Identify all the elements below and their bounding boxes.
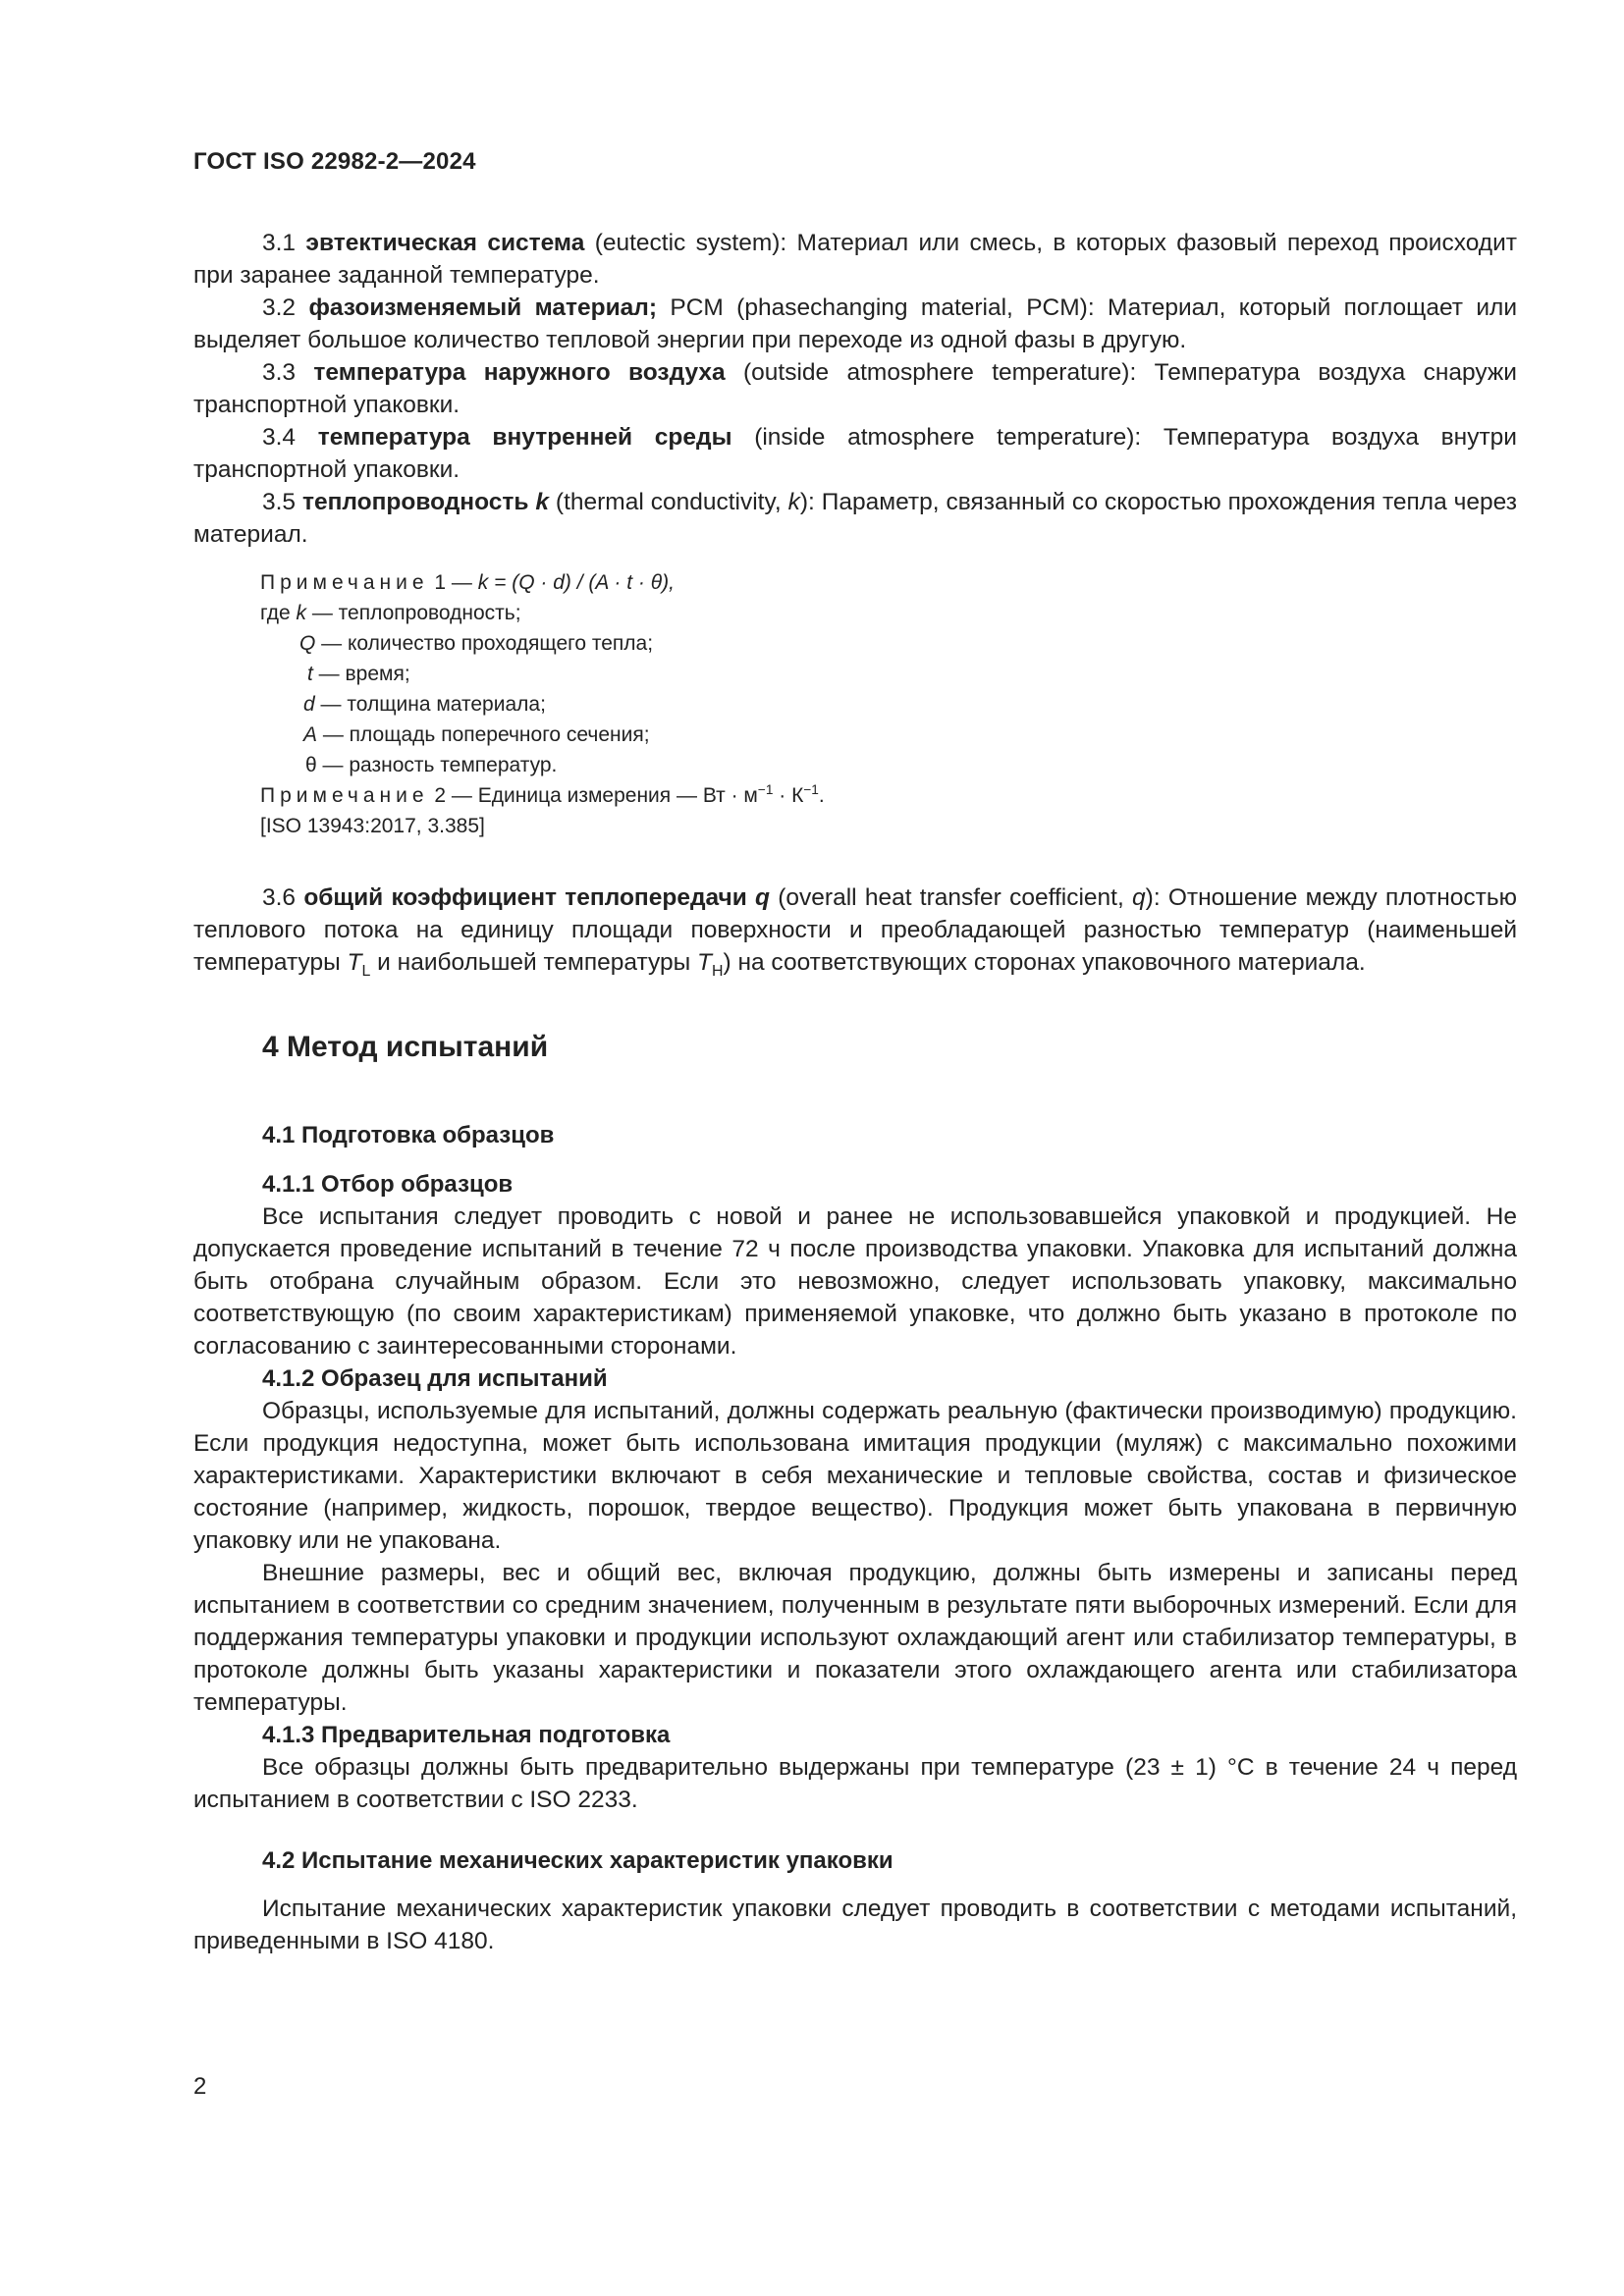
where-label: где xyxy=(260,602,291,624)
var-symbol: Q xyxy=(299,632,316,655)
section-4-2-title: 4.2 Испытание механических характеристик упаковки xyxy=(262,1847,893,1874)
var-desc: — количество проходящего тепла; xyxy=(315,632,654,655)
page-number: 2 xyxy=(193,2073,207,2100)
term-number: 3.3 xyxy=(262,359,297,386)
terms-block xyxy=(193,227,1517,551)
term-definition: ): Параметр, связанный со скоростью прохождения тепла через материал. xyxy=(193,489,1517,548)
var-desc: — площадь поперечного сечения; xyxy=(317,723,650,746)
note-number: 2 xyxy=(434,784,447,807)
note-formula: k = (Q · d) / (A · t · θ), xyxy=(477,571,675,594)
section-4-2-text-block xyxy=(193,1893,1517,1957)
term-symbol: q xyxy=(755,884,771,911)
temp-symbol: T xyxy=(697,949,712,976)
term-definition: (overall heat transfer coefficient, xyxy=(770,884,1133,911)
section-4-1-1-text: Все испытания следует проводить с новой и ранее не использовавшейся упаковкой и продукцией. Не допускается проведение испытаний в течение 72 ч после производства упаковки. Упаковка для испытаний должна быть отобрана случайным образом. Если это невозможно, следует использовать упаковку, максимально соответствующую (по своим характеристикам) применяемой упаковке, что должно быть указано в протоколе по согласованию с заинтересованными сторонами. xyxy=(193,1203,1517,1360)
note-text: — Единица измерения — Вт · м xyxy=(446,784,758,807)
note-text: · К xyxy=(773,784,804,807)
term-definition: (outside atmosphere temperature): Температура воздуха снаружи транспортной упаковки. xyxy=(193,359,1517,418)
var-symbol: t xyxy=(307,663,313,685)
section-4-title: 4 Метод испытаний xyxy=(262,1031,549,1063)
var-desc: — разность температур. xyxy=(316,754,558,776)
var-desc: — теплопроводность; xyxy=(306,602,521,624)
term-name: общий коэффициент теплопередачи xyxy=(303,884,747,911)
note-2 xyxy=(260,780,1517,811)
term-definition: ): Отношение между плотностью теплового потока на единицу площади поверхности и преобладающей разностью температур (наименьшей температуры xyxy=(193,884,1517,976)
term-3-6 xyxy=(193,881,1517,979)
term-number: 3.1 xyxy=(262,230,297,256)
section-4-2-block xyxy=(193,1844,1517,1877)
var-symbol: k xyxy=(296,602,306,624)
var-symbol: θ xyxy=(305,754,317,776)
term-definition: (thermal conductivity, xyxy=(549,489,788,515)
term-name: теплопроводность xyxy=(302,489,529,515)
term-definition: ) на соответствующих сторонах упаковочного материала. xyxy=(723,949,1366,976)
var-desc: — толщина материала; xyxy=(314,693,546,716)
term-name: эвтектическая система xyxy=(305,230,585,256)
source-reference: [ISO 13943:2017, 3.385] xyxy=(260,815,485,837)
note-number: 1 xyxy=(434,571,447,594)
term-number: 3.5 xyxy=(262,489,297,515)
note-text: . xyxy=(818,784,825,807)
exponent: −1 xyxy=(757,782,774,797)
section-4-1-2-text-1: Образцы, используемые для испытаний, должны содержать реальную (фактически производимую) продукцию. Если продукция недоступна, может быть использована имитация продукции (муляж) с максимально похожими характеристиками. Характеристики включают в себя механические и тепловые свойства, состав и физическое состояние (например, жидкость, порошок, твердое вещество). Продукция может быть упакована в первичную упаковку или не упакована. xyxy=(193,1398,1517,1554)
term-number: 3.6 xyxy=(262,884,297,911)
note-1 xyxy=(260,567,1517,780)
term-3-5 xyxy=(193,486,1517,551)
term-3-6-block xyxy=(193,881,1517,979)
term-3-4 xyxy=(193,421,1517,486)
section-4-1-3-title: 4.1.3 Предварительная подготовка xyxy=(262,1722,671,1748)
term-3-1 xyxy=(193,227,1517,292)
term-symbol-inline: q xyxy=(1132,884,1146,911)
term-symbol: k xyxy=(535,489,549,515)
subscript: H xyxy=(711,962,724,980)
note-label: Примечание xyxy=(260,784,429,807)
section-4-1-title: 4.1 Подготовка образцов xyxy=(262,1122,555,1148)
document-header: ГОСТ ISO 22982-2—2024 xyxy=(193,148,476,175)
term-3-3 xyxy=(193,356,1517,421)
section-4-1-1-block xyxy=(193,1168,1517,1816)
section-4-1-2-text-2: Внешние размеры, вес и общий вес, включая продукцию, должны быть измерены и записаны перед испытанием в соответствии со средним значением, полученным в результате пяти выборочных измерений. Если для поддержания температуры упаковки и продукции используют охлаждающий агент или стабилизатор температуры, в протоколе должны быть указаны характеристики и показатели этого охлаждающего агента или стабилизатора температуры. xyxy=(193,1560,1517,1716)
section-4-2-text: Испытание механических характеристик упаковки следует проводить в соответствии с методами испытаний, приведенными в ISO 4180. xyxy=(193,1896,1517,1954)
term-definition: (inside atmosphere temperature): Температура воздуха внутри транспортной упаковки. xyxy=(193,424,1517,483)
exponent: −1 xyxy=(803,782,819,797)
var-desc: — время; xyxy=(312,663,410,685)
note-label: Примечание xyxy=(260,571,429,594)
section-4-1-2-title: 4.1.2 Образец для испытаний xyxy=(262,1365,608,1392)
section-4-1-1-title: 4.1.1 Отбор образцов xyxy=(262,1171,514,1198)
term-symbol-inline: k xyxy=(787,489,800,515)
term-number: 3.2 xyxy=(262,294,297,321)
temp-symbol: T xyxy=(347,949,362,976)
section-4-1-3-text: Все образцы должны быть предварительно выдержаны при температуре (23 ± 1) °C в течение 24 ч перед испытанием в соответствии с ISO 2233. xyxy=(193,1754,1517,1813)
section-4-1-block xyxy=(193,1119,1517,1151)
term-definition: PCM (phasechanging material, PCM): Материал, который поглощает или выделяет большое количество тепловой энергии при переходе из одной фазы в другую. xyxy=(193,294,1518,353)
term-name: температура наружного воздуха xyxy=(313,359,726,386)
notes-block xyxy=(193,567,1517,841)
note-dash: — xyxy=(446,571,478,594)
term-definition: (eutectic system): Материал или смесь, в которых фазовый переход происходит при заранее заданной температуре. xyxy=(193,230,1517,289)
term-3-2 xyxy=(193,292,1517,356)
var-symbol: A xyxy=(303,723,318,746)
term-number: 3.4 xyxy=(262,424,297,451)
term-name: температура внутренней среды xyxy=(317,424,732,451)
section-4-title-block xyxy=(193,1031,1517,1064)
term-definition: и наибольшей температуры xyxy=(370,949,698,976)
var-symbol: d xyxy=(303,693,315,716)
term-name: фазоизменяемый материал; xyxy=(308,294,658,321)
subscript: L xyxy=(361,962,371,980)
